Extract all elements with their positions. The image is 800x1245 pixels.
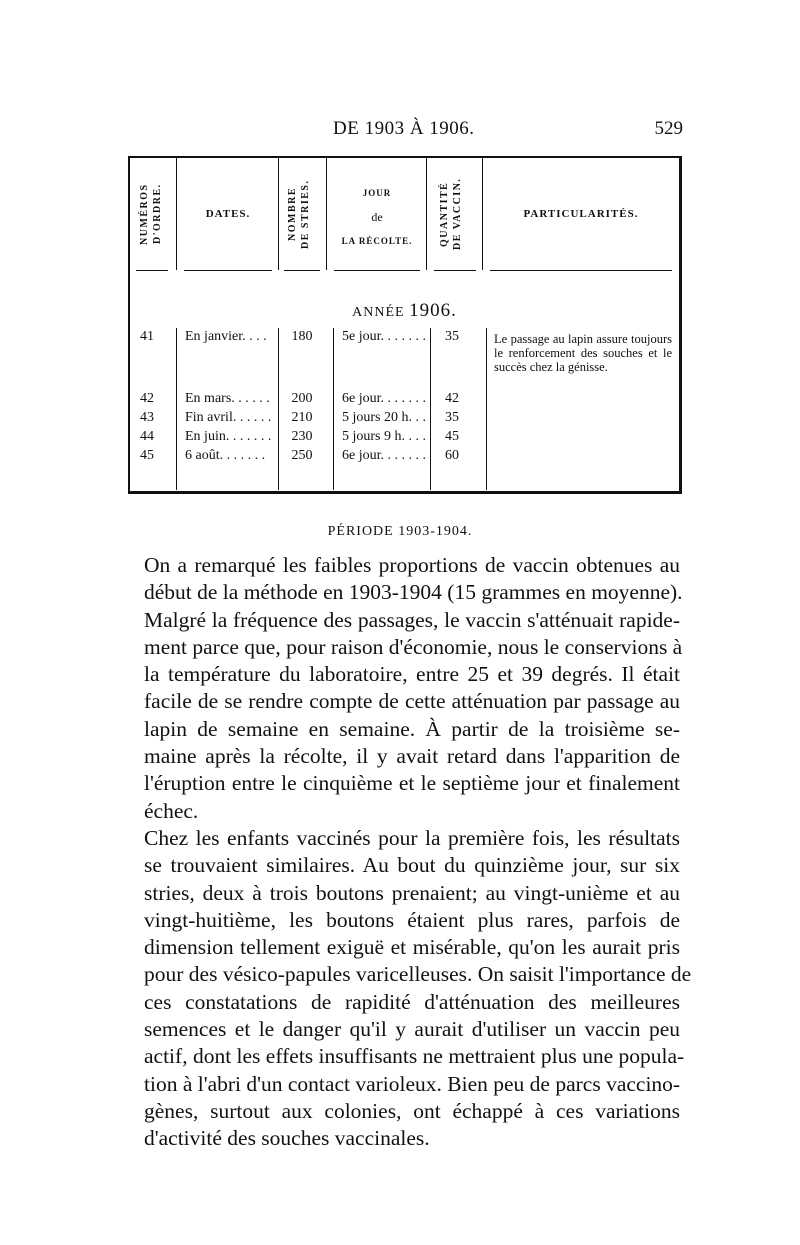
row-stries: 180	[291, 329, 313, 344]
text-line: dimension tellement exiguë et misérable, qu'on les aurait pris	[144, 935, 680, 960]
text-line: gènes, surtout aux colonies, ont échappé à ces variations	[144, 1098, 680, 1123]
text-line: d'activité des souches vaccinales.	[144, 1126, 430, 1151]
row-jour: 6e jour. . . . . . .	[342, 391, 426, 406]
row-quantite: 60	[445, 448, 459, 463]
text-line: l'éruption entre le cinquième et le septième jour et finalement	[144, 771, 680, 796]
row-date: En mars. . . . . .	[185, 391, 270, 406]
text-line: échec.	[144, 798, 199, 823]
text-line: semences et le danger qu'il y aurait d'utiliser un vaccin peu	[144, 1017, 680, 1042]
row-stries: 200	[291, 391, 313, 406]
year-heading	[130, 300, 679, 322]
paragraph-1	[122, 552, 683, 825]
column-rule	[176, 158, 177, 270]
header-rule	[284, 270, 320, 271]
row-date: 6 août. . . . . . .	[185, 448, 266, 463]
column-rule	[426, 158, 427, 270]
header-jour-line1: JOUR	[362, 188, 392, 198]
header-numero-line2: D'ORDRE.	[152, 183, 163, 245]
running-head	[128, 118, 683, 142]
table-row	[130, 391, 679, 411]
header-stries	[286, 172, 318, 256]
row-date: En janvier. . . .	[185, 329, 267, 344]
text-line: Chez les enfants vaccinés pour la première fois, les résultats	[144, 825, 680, 850]
year-value: 1906.	[409, 300, 457, 321]
row-jour: 5e jour. . . . . . .	[342, 329, 426, 344]
particularites-note: Le passage au lapin assure toujours le renforcement des souches et le succès chez la génisse.	[494, 332, 672, 374]
header-quantite-line1: QUANTITÉ	[439, 181, 450, 247]
column-rule	[278, 158, 279, 270]
row-jour: 5 jours 9 h. . . .	[342, 429, 426, 444]
table-row	[130, 429, 679, 449]
body-text	[122, 552, 692, 1153]
running-title: DE 1903 À 1906.	[333, 118, 475, 139]
row-number: 41	[140, 329, 154, 344]
header-rule	[490, 270, 672, 271]
text-line: se trouvaient similaires. Au bout du quinzième jour, sur six	[144, 853, 680, 878]
header-stries-line1: NOMBRE	[287, 187, 298, 241]
row-jour: 6e jour. . . . . . .	[342, 448, 426, 463]
row-date: En juin. . . . . . .	[185, 429, 272, 444]
column-rule	[326, 158, 327, 270]
row-quantite: 35	[445, 329, 459, 344]
text-line: vingt-huitième, les boutons étaient plus rares, parfois de	[144, 907, 680, 932]
row-quantite: 35	[445, 410, 459, 425]
row-number: 44	[140, 429, 154, 444]
text-line: lapin de semaine en semaine. À partir de la troisième se-	[144, 716, 680, 741]
text-line: pour des vésico-papules varicelleuses. On saisit l'importance de	[144, 962, 692, 987]
column-rule	[482, 158, 483, 270]
header-numero-line1: NUMÉROS	[139, 183, 150, 245]
header-stries-line2: DE STRIES.	[300, 179, 311, 249]
page-number: 529	[654, 118, 683, 139]
row-jour: 5 jours 20 h. . .	[342, 410, 426, 425]
text-line: On a remarqué les faibles proportions de vaccin obtenues au	[144, 553, 680, 577]
row-date: Fin avril. . . . . .	[185, 410, 272, 425]
row-stries: 210	[291, 410, 313, 425]
row-number: 43	[140, 410, 154, 425]
text-line: maine après la récolte, il y avait retard dans l'apparition de	[144, 744, 680, 769]
header-quantite	[438, 172, 472, 256]
row-number: 45	[140, 448, 154, 463]
header-numero	[138, 172, 168, 256]
row-quantite: 42	[445, 391, 459, 406]
text-line: ces constatations de rapidité d'atténuation des meilleures	[144, 989, 680, 1014]
text-line: stries, deux à trois boutons prenaient; au vingt-unième et au	[144, 880, 680, 905]
row-stries: 250	[291, 448, 313, 463]
row-number: 42	[140, 391, 154, 406]
text-line: la température du laboratoire, entre 25 et 39 degrés. Il était	[144, 662, 680, 687]
text-line: actif, dont les effets insuffisants ne mettraient plus une popula-	[144, 1044, 685, 1069]
row-quantite: 45	[445, 429, 459, 444]
header-jour-line2: de	[371, 210, 383, 224]
text-line: tion à l'abri d'un contact varioleux. Bien peu de parcs vaccino-	[144, 1071, 681, 1096]
header-dates: DATES.	[205, 208, 251, 220]
table-row	[130, 410, 679, 430]
section-title: PÉRIODE 1903-1904.	[327, 524, 473, 539]
table-row	[130, 448, 679, 468]
header-rule	[434, 270, 476, 271]
header-particularites: PARTICULARITÉS.	[523, 208, 639, 220]
text-line: début de la méthode en 1903-1904 (15 grammes en moyenne).	[144, 580, 683, 605]
header-rule	[136, 270, 168, 271]
header-rule	[184, 270, 272, 271]
year-label: ANNÉE	[352, 305, 405, 320]
text-line: ment parce que, pour raison d'économie, nous le conservions à	[144, 634, 683, 659]
text-line: Malgré la fréquence des passages, le vaccin s'atténuait rapide-	[144, 607, 680, 632]
header-quantite-line2: DE VACCIN.	[452, 177, 463, 251]
header-jour-line3: LA RÉCOLTE.	[341, 236, 413, 246]
paragraph-2	[122, 825, 692, 1153]
header-rule	[334, 270, 420, 271]
text-line: facile de se rendre compte de cette atténuation par passage au	[144, 689, 680, 714]
row-stries: 230	[291, 429, 313, 444]
vaccine-table	[128, 156, 682, 494]
